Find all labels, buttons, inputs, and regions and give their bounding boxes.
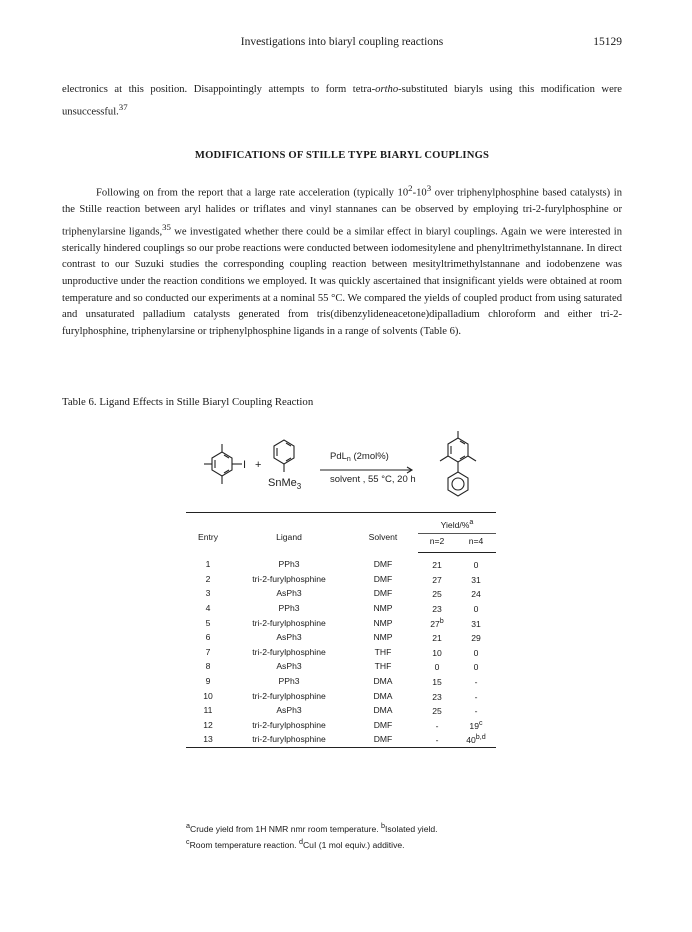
cell-solvent: DMA bbox=[373, 690, 393, 701]
cell-yield-n2: 21 bbox=[432, 633, 442, 644]
header-solvent: Solvent bbox=[348, 513, 418, 553]
cell-ligand: PPh3 bbox=[278, 558, 300, 569]
cell-yield-n2: 25 bbox=[432, 589, 442, 600]
cell-ligand: tri-2-furylphosphine bbox=[252, 617, 326, 628]
reaction-scheme-svg bbox=[180, 430, 500, 510]
cell-entry: 9 bbox=[205, 675, 211, 686]
table-row bbox=[186, 717, 496, 732]
cell-entry: 12 bbox=[203, 719, 213, 730]
cell-ligand: AsPh3 bbox=[276, 588, 302, 599]
cell-solvent: DMA bbox=[373, 705, 393, 716]
cell-yield-n4: - bbox=[474, 706, 478, 717]
table-row bbox=[186, 674, 496, 689]
cell-entry: 6 bbox=[205, 632, 211, 643]
para1-ref: 37 bbox=[118, 101, 128, 112]
cell-yield-n4: 40$^{b,d}$ bbox=[456, 732, 496, 747]
cell-entry: 4 bbox=[205, 602, 211, 613]
cell-entry: 5 bbox=[205, 617, 211, 628]
cell-entry: 11 bbox=[203, 705, 213, 716]
paragraph-stille bbox=[62, 180, 622, 340]
header-ligand: Ligand bbox=[230, 513, 348, 553]
cell-yield-n4: 31 bbox=[471, 618, 481, 629]
cell-ligand: tri-2-furylphosphine bbox=[252, 719, 326, 730]
cell-yield-n4: 0 bbox=[473, 603, 479, 614]
header-n4: n=4 bbox=[456, 533, 496, 552]
cell-yield-n2: 10 bbox=[432, 647, 442, 658]
table-row bbox=[186, 571, 496, 586]
cell-yield-n4: 0 bbox=[473, 560, 479, 571]
cell-solvent: DMA bbox=[373, 675, 393, 686]
ligand-effects-table bbox=[186, 512, 496, 748]
cell-ligand: AsPh3 bbox=[276, 705, 302, 716]
cell-yield-n2: 23 bbox=[432, 603, 442, 614]
cell-ligand: tri-2-furylphosphine bbox=[252, 573, 326, 584]
cell-yield-n2: 23 bbox=[432, 691, 442, 702]
table-body bbox=[186, 552, 496, 747]
scheme-plus: + bbox=[255, 459, 262, 471]
table-row bbox=[186, 601, 496, 616]
cell-ligand: AsPh3 bbox=[276, 661, 302, 672]
cell-ligand: tri-2-furylphosphine bbox=[252, 646, 326, 657]
cell-ligand: tri-2-furylphosphine bbox=[230, 732, 348, 747]
cell-yield-n2: 21 bbox=[432, 560, 442, 571]
cell-entry: 1 bbox=[205, 558, 211, 569]
table-row bbox=[186, 732, 496, 747]
table-row bbox=[186, 615, 496, 630]
scheme-stannane: SnMe$_3$ bbox=[268, 477, 302, 491]
cell-ligand: PPh3 bbox=[278, 675, 300, 686]
footnote-line-2: $^c$Room temperature reaction. $^d$CuI (1 mol equiv.) additive. bbox=[186, 837, 405, 850]
scheme-conditions: solvent , 55 °C, 20 h bbox=[330, 474, 416, 485]
cell-yield-n4: 29 bbox=[471, 633, 481, 644]
cell-solvent: THF bbox=[374, 661, 392, 672]
cell-yield-n4: 0 bbox=[473, 662, 479, 673]
cell-entry: 7 bbox=[205, 646, 211, 657]
cell-entry: 8 bbox=[205, 661, 211, 672]
para2-sup-2: 3 bbox=[426, 183, 432, 193]
scheme-iodo: I bbox=[243, 459, 247, 471]
cell-ligand: PPh3 bbox=[278, 602, 300, 613]
table-row bbox=[186, 552, 496, 571]
product-phenyl-ring bbox=[448, 472, 468, 496]
cell-entry: 10 bbox=[203, 690, 213, 701]
cell-solvent: THF bbox=[374, 646, 392, 657]
cell-solvent: DMF bbox=[373, 719, 393, 730]
table-row bbox=[186, 630, 496, 645]
para2-text-1: Following on from the report that a large rate acceleration (typically 10 bbox=[96, 187, 409, 199]
cell-yield-n2: 25 bbox=[432, 706, 442, 717]
running-title: Investigations into biaryl coupling reactions bbox=[240, 36, 444, 48]
footnote-line-1: $^a$Crude yield from 1H NMR nmr room temperature. $^b$Isolated yield. bbox=[186, 822, 438, 834]
cell-solvent: DMF bbox=[373, 558, 393, 569]
table-row bbox=[186, 688, 496, 703]
cell-solvent: NMP bbox=[373, 632, 393, 643]
cell-entry: 13 bbox=[186, 732, 230, 747]
cell-solvent: NMP bbox=[373, 602, 393, 613]
cell-solvent: DMF bbox=[373, 573, 393, 584]
para2-sup-1: 2 bbox=[408, 183, 413, 193]
cell-yield-n2: 0 bbox=[434, 662, 440, 673]
cell-entry: 2 bbox=[205, 573, 211, 584]
para2-text-2: -10 bbox=[412, 187, 427, 199]
cell-solvent: NMP bbox=[373, 617, 393, 628]
para1-ortho: ortho bbox=[375, 84, 399, 95]
table-row bbox=[186, 659, 496, 674]
scheme-catalyst: PdL$_n$ (2mol%) bbox=[330, 451, 389, 463]
header-entry: Entry bbox=[186, 513, 230, 553]
table-caption: Table 6. Ligand Effects in Stille Biaryl Coupling Reaction bbox=[62, 396, 314, 408]
cell-yield-n4: 0 bbox=[473, 647, 479, 658]
paragraph-intro bbox=[62, 82, 622, 121]
cell-yield-n2: 15 bbox=[432, 676, 442, 687]
para2-text-4: we investigated whether there could be a similar effect in biaryl couplings. Again we were interested in sterically hindered couplings so our probe reactions were conducted between iodomesitylene and phenyltrimethylstannane. In direct contrast to our Suzuki studies the corresponding coupling reaction between mesityltrimethylstannane and iodobenzene was unproductive under the reaction conditions we employed. It was quickly ascertained that insignificant yields were obtained at room temperature and so conducted our experiments at a nominal 55 °C. We compared the yields of coupled product from using saturated and unsaturated palladium catalysts generated from tris(dibenzylideneacetone)dipalladium chloroform and either tri-2-furylphosphine, triphenylarsine or triphenylphosphine ligands in a range of solvents (Table 6). bbox=[62, 226, 622, 337]
table-row bbox=[186, 644, 496, 659]
para2-text-3: over triphenylphosphine based catalysts) in the Stille reaction between aryl halides or triflates and vinyl stannanes can be observed by employing tri-2-furylphosphine or triphenylarsine ligands, bbox=[62, 187, 622, 238]
reaction-scheme bbox=[180, 430, 500, 510]
cell-yield-n4: - bbox=[474, 691, 478, 702]
para1-line1b: -substituted biaryls using this bbox=[398, 84, 535, 95]
cell-yield-n2: 27$^b$ bbox=[430, 616, 444, 629]
page-number: 15129 bbox=[593, 36, 622, 48]
cell-yield-n2: 27 bbox=[432, 574, 442, 585]
cell-yield-n4: 31 bbox=[471, 574, 481, 585]
table-row bbox=[186, 586, 496, 601]
table-footnotes bbox=[186, 820, 506, 852]
cell-yield-n2: - bbox=[418, 732, 456, 747]
section-heading: MODIFICATIONS OF STILLE TYPE BIARYL COUPLINGS bbox=[194, 150, 490, 161]
header-n2: n=2 bbox=[418, 533, 456, 552]
header-yield: Yield/%$^a$ bbox=[418, 513, 496, 534]
cell-yield-n4: 24 bbox=[471, 589, 481, 600]
cell-solvent: DMF bbox=[348, 732, 418, 747]
cell-ligand: AsPh3 bbox=[276, 632, 302, 643]
cell-yield-n4: - bbox=[474, 676, 478, 687]
table-row bbox=[186, 703, 496, 718]
cell-solvent: DMF bbox=[373, 588, 393, 599]
cell-ligand: tri-2-furylphosphine bbox=[252, 690, 326, 701]
cell-entry: 3 bbox=[205, 588, 211, 599]
running-header bbox=[62, 36, 622, 52]
para2-sup-3: 35 bbox=[162, 221, 171, 232]
cell-yield-n2: - bbox=[435, 720, 439, 731]
para1-line1: electronics at this position. Disappointingly attempts to form tetra- bbox=[62, 84, 376, 95]
para1-line2: modification were unsuccessful. bbox=[62, 84, 623, 118]
cell-yield-n4: 19$^c$ bbox=[469, 718, 483, 731]
